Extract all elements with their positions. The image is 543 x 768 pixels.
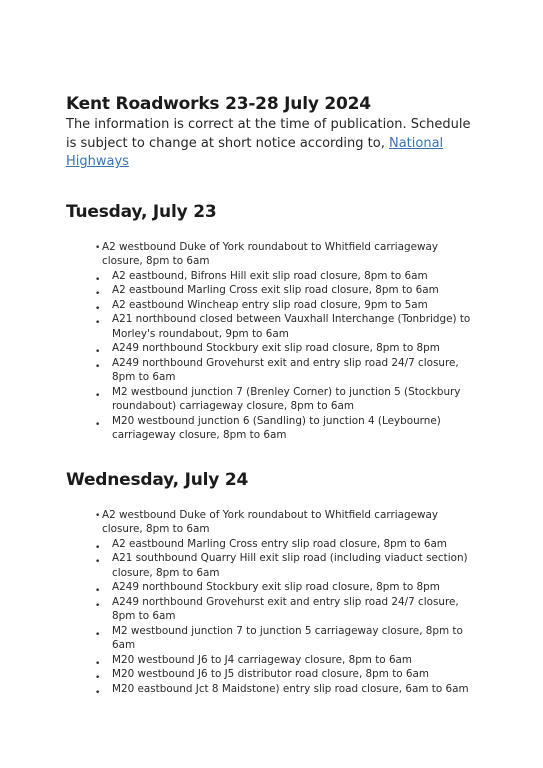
list-item: • A249 northbound Grovehurst exit and entry slip road 24/7 closure, 8pm to 6am <box>95 356 459 383</box>
roadworks-list-wednesday <box>66 508 476 697</box>
page-title: Kent Roadworks 23-28 July 2024 <box>66 94 371 114</box>
list-item: • A2 eastbound, Bifrons Hill exit slip road closure, 8pm to 6am <box>95 269 428 285</box>
bullet-icon: • <box>95 510 101 521</box>
day-heading-wednesday: Wednesday, July 24 <box>66 469 249 490</box>
list-item: • M20 westbound J6 to J4 carriageway closure, 8pm to 6am <box>95 653 413 669</box>
bullet-icon: • <box>95 557 101 567</box>
bullet-icon: • <box>95 347 101 357</box>
bullet-icon: • <box>95 586 101 596</box>
national-highways-link[interactable]: National Highways <box>66 135 444 169</box>
bullet-icon: • <box>95 629 101 640</box>
article <box>66 93 476 696</box>
list-item: • M20 westbound junction 6 (Sandling) to junction 4 (Leybourne) carriageway closure, 8pm to 6am <box>95 414 441 441</box>
list-item: • A2 eastbound Wincheap entry slip road closure, 9pm to 5am <box>95 298 428 314</box>
list-item: • M20 eastbound Jct 8 Maidstone) entry slip road closure, 6am to 6am <box>95 682 469 698</box>
list-item: • A21 northbound closed between Vauxhall Interchange (Tonbridge) to Morley's roundabout, 9pm to 6am <box>95 313 471 340</box>
list-item: • A2 westbound Duke of York roundabout to Whitfield carriageway closure, 8pm to 6am <box>95 240 439 267</box>
bullet-icon: • <box>95 390 101 401</box>
list-item: • A249 northbound Stockbury exit slip road closure, 8pm to 8pm <box>95 581 440 596</box>
bullet-icon: • <box>95 361 101 372</box>
bullet-icon: • <box>95 600 101 611</box>
bullet-icon: • <box>95 658 101 669</box>
list-item: • A249 northbound Stockbury exit slip road closure, 8pm to 8pm <box>95 342 440 357</box>
bullet-icon: • <box>95 542 101 553</box>
bullet-icon: • <box>95 318 101 328</box>
bullet-icon: • <box>95 673 101 683</box>
list-item: • A2 eastbound Marling Cross exit slip road closure, 8pm to 6am <box>95 284 439 299</box>
bullet-icon: • <box>95 303 101 314</box>
roadworks-list-tuesday <box>66 240 476 443</box>
list-item: • M20 westbound J6 to J5 distributor road closure, 8pm to 6am <box>95 668 430 683</box>
bullet-icon: • <box>95 242 101 253</box>
intro-paragraph <box>66 116 476 172</box>
list-item: • A249 northbound Grovehurst exit and entry slip road 24/7 closure, 8pm to 6am <box>95 595 459 622</box>
bullet-icon: • <box>95 419 101 430</box>
list-item: • M2 westbound junction 7 (Brenley Corner) to junction 5 (Stockbury roundabout) carriageway closure, 8pm to 6am <box>95 385 461 412</box>
list-item: • A2 eastbound Marling Cross entry slip road closure, 8pm to 6am <box>95 537 447 553</box>
bullet-icon: • <box>95 274 101 285</box>
bullet-icon: • <box>95 687 101 698</box>
list-item: • A21 southbound Quarry Hill exit slip road (including viaduct section) closure, 8pm to 6am <box>95 552 468 579</box>
day-heading-tuesday: Tuesday, July 23 <box>66 201 217 222</box>
bullet-icon: • <box>95 289 101 299</box>
list-item: • M2 westbound junction 7 to junction 5 carriageway closure, 8pm to 6am <box>95 624 463 651</box>
intro-text: The information is correct at the time of publication. Schedule is subject to change at short notice according to, <box>66 117 471 151</box>
list-item: • A2 westbound Duke of York roundabout to Whitfield carriageway closure, 8pm to 6am <box>95 508 439 535</box>
